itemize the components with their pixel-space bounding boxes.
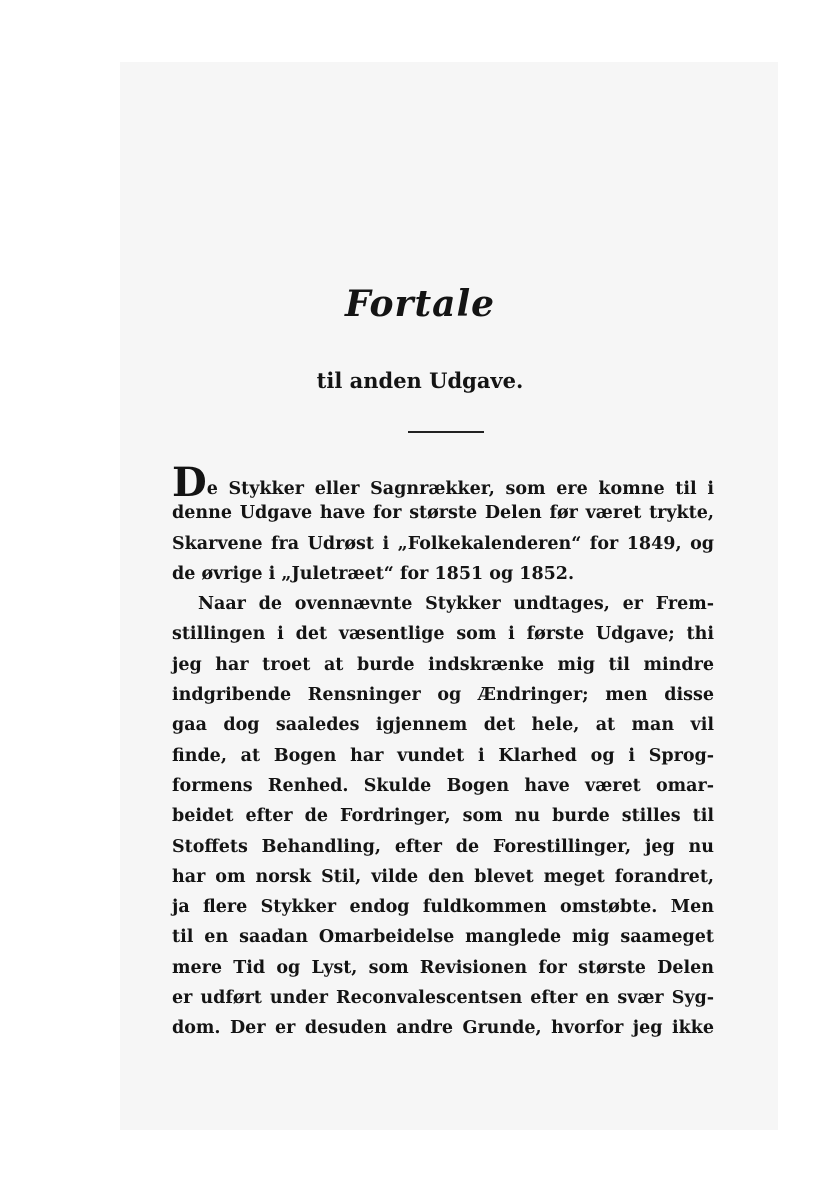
drop-cap: D [172, 459, 207, 506]
text-line: ja flere Stykker endog fuldkommen omstøbte. Men [172, 897, 714, 918]
text-line: Stoffets Behandling, efter de Forestillinger, jeg nu [172, 836, 714, 857]
text-line: de øvrige i „Juletræet“ for 1851 og 1852. [172, 563, 575, 584]
text-line: stillingen i det væsentlige som i første Udgave; thi [172, 624, 714, 645]
page-title: Fortale [344, 283, 496, 325]
text-line: beidet efter de Fordringer, som nu burde stilles til [172, 806, 714, 827]
page-subtitle: til anden Udgave. [316, 368, 524, 393]
preface-body [172, 459, 714, 1044]
text-line: finde, at Bogen har vundet i Klarhed og i Sprog- [172, 745, 714, 766]
text-line: Skarvene fra Udrøst i „Folkekalenderen“ for 1849, og [172, 533, 714, 554]
text-line: er udført under Reconvalescentsen efter en svær Syg- [172, 988, 714, 1009]
text-line: Naar de ovennævnte Stykker undtages, er Frem- [198, 594, 714, 615]
text-line: til en saadan Omarbeidelse manglede mig saameget [172, 927, 714, 948]
text-line: gaa dog saaledes igjennem det hele, at man vil [172, 715, 714, 736]
text-line: De Stykker eller Sagnrækker, som ere komne til i [172, 459, 714, 506]
text-line: har om norsk Stil, vilde den blevet meget forandret, [172, 866, 714, 887]
text-line: denne Udgave have for største Delen før været trykte, [172, 503, 714, 524]
text-line: indgribende Rensninger og Ændringer; men disse [172, 685, 714, 706]
title-divider [408, 431, 484, 433]
text-line: formens Renhed. Skulde Bogen have været omar- [172, 775, 714, 796]
text-line: dom. Der er desuden andre Grunde, hvorfor jeg ikke [172, 1018, 714, 1039]
text-line: mere Tid og Lyst, som Revisionen for største Delen [172, 957, 714, 978]
text-line: jeg har troet at burde indskrænke mig til mindre [172, 654, 714, 675]
